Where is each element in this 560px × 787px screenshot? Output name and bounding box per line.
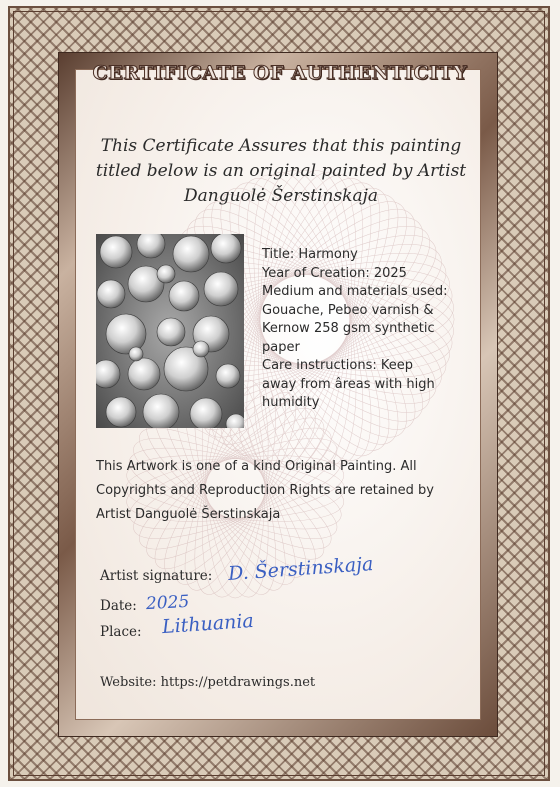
artwork-details — [262, 246, 472, 413]
bubble-shape — [137, 234, 165, 258]
artwork-image — [96, 234, 244, 428]
bubble-shape — [100, 236, 132, 268]
artwork-bubbles — [96, 234, 244, 428]
detail-line: Gouache, Pebeo varnish & — [262, 302, 434, 318]
intro-line: Danguolė Šerstinskaja — [183, 186, 379, 206]
bubble-shape — [157, 265, 175, 283]
rights-statement — [96, 455, 476, 527]
statement-line: Copyrights and Reproduction Rights are retained by — [96, 483, 434, 498]
detail-line: Care instructions: Keep — [262, 358, 413, 373]
certificate-title: CERTIFICATE OF AUTHENTICITY — [92, 62, 468, 84]
intro-text — [86, 134, 476, 209]
bubble-shape — [96, 360, 120, 388]
bubble-shape — [128, 358, 160, 390]
detail-line: paper — [262, 339, 300, 355]
website-link[interactable]: Website: https://petdrawings.net — [100, 675, 316, 690]
bubble-shape — [97, 280, 125, 308]
detail-line: away from âreas with high — [262, 376, 435, 392]
bubble-shape — [204, 272, 238, 306]
bubble-shape — [157, 318, 185, 346]
statement-line: This Artwork is one of a kind Original Painting. All — [96, 459, 417, 474]
detail-line: Kernow 258 gsm synthetic — [262, 321, 435, 336]
bubble-shape — [169, 281, 199, 311]
handwritten-date: 2025 — [145, 591, 190, 615]
statement-line: Artist Danguolė Šerstinskaja — [96, 507, 281, 522]
handwritten-place: Lithuania — [161, 609, 255, 639]
bubble-shape — [193, 341, 209, 357]
bubble-shape — [211, 234, 241, 263]
detail-line: Medium and materials used: — [262, 284, 448, 299]
bubble-shape — [129, 347, 143, 361]
detail-line: Year of Creation: 2025 — [262, 265, 407, 281]
detail-line: humidity — [262, 395, 320, 410]
place-label: Place: — [100, 624, 142, 640]
handwritten-signature: D. Šerstinskaja — [227, 552, 375, 586]
bubble-shape — [190, 398, 222, 428]
bubble-shape — [173, 236, 209, 272]
detail-line: Title: Harmony — [262, 247, 358, 262]
intro-line: titled below is an original painted by Artist — [95, 161, 467, 181]
intro-line: This Certificate Assures that this painting — [100, 136, 462, 156]
bubble-shape — [216, 364, 240, 388]
date-label: Date: — [100, 598, 137, 614]
bubble-shape — [143, 394, 179, 428]
signature-label: Artist signature: — [100, 568, 213, 584]
bubble-shape — [106, 397, 136, 427]
